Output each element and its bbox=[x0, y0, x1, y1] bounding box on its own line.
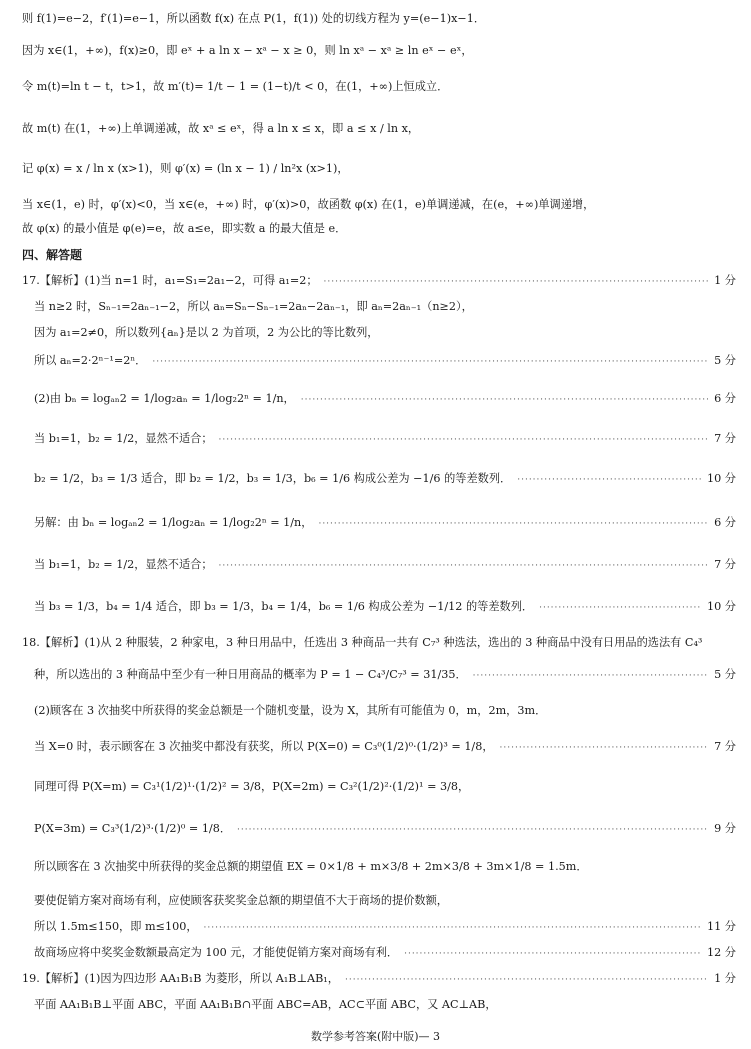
score-marker: 1 分 bbox=[714, 972, 736, 985]
score-marker: 6 分 bbox=[714, 516, 736, 529]
line-text: 平面 AA₁B₁B⊥平面 ABC，平面 AA₁B₁B∩平面 ABC=AB，AC⊂平面 ABC，又 AC⊥AB， bbox=[34, 998, 497, 1011]
solution-line bbox=[34, 324, 736, 340]
line-text: 当 X=0 时，表示顾客在 3 次抽奖中都没有获奖，所以 P(X=0) = C₃⁰(1/2)⁰·(1/2)³ = 1/8， bbox=[34, 740, 494, 753]
line-text: 当 b₁=1，b₂ = 1/2，显然不适合； bbox=[34, 558, 213, 571]
score-marker: 5 分 bbox=[714, 668, 736, 681]
score-marker: 9 分 bbox=[714, 822, 736, 835]
dot-leader bbox=[152, 357, 708, 367]
score-marker: 1 分 bbox=[714, 274, 736, 287]
score-marker: 7 分 bbox=[714, 432, 736, 445]
dot-leader bbox=[219, 435, 709, 445]
line-text: 令 m(t)=ln t − t，t>1，故 m′(t)= 1/t − 1 = (1−t)/t < 0，在(1，+∞)上恒成立． bbox=[22, 80, 449, 93]
solution-line bbox=[34, 996, 736, 1012]
score-marker: 10 分 bbox=[707, 472, 736, 485]
dot-leader bbox=[404, 949, 701, 959]
score-marker: 12 分 bbox=[707, 946, 736, 959]
dot-leader bbox=[324, 277, 709, 287]
solution-line bbox=[34, 470, 736, 486]
solution-line bbox=[34, 778, 736, 794]
solution-line bbox=[22, 42, 736, 58]
score-marker: 7 分 bbox=[714, 558, 736, 571]
line-text: 当 b₁=1，b₂ = 1/2，显然不适合； bbox=[34, 432, 213, 445]
dot-leader bbox=[301, 395, 708, 405]
solution-line bbox=[22, 220, 736, 236]
line-text: 当 x∈(1，e) 时，φ′(x)<0，当 x∈(e，+∞) 时，φ′(x)>0，故函数 φ(x) 在(1，e)单调递减，在(e，+∞)单调递增， bbox=[22, 198, 595, 211]
line-text: 当 b₃ = 1/3，b₄ = 1/4 适合，即 b₃ = 1/3，b₄ = 1/4，b₆ = 1/6 构成公差为 −1/12 的等差数列． bbox=[34, 600, 534, 613]
solution-line bbox=[34, 944, 736, 960]
line-text: 所以 1.5m≤150，即 m≤100， bbox=[34, 920, 198, 933]
solution-line bbox=[34, 738, 736, 754]
line-text: 因为 a₁=2≠0，所以数列{aₙ}是以 2 为首项，2 为公比的等比数列， bbox=[34, 326, 379, 339]
line-text: 所以 aₙ=2·2ⁿ⁻¹=2ⁿ． bbox=[34, 354, 147, 367]
line-text: 则 f(1)=e−2，f′(1)=e−1，所以函数 f(x) 在点 P(1，f(1)) 处的切线方程为 y=(e−1)x−1． bbox=[22, 12, 486, 25]
dot-leader bbox=[237, 825, 708, 835]
line-text: 18.【解析】(1)从 2 种服装，2 种家电，3 种日用品中，任选出 3 种商品一共有 C₇³ 种选法，选出的 3 种商品中没有日用品的选法有 C₄³ bbox=[22, 636, 703, 649]
dot-leader bbox=[500, 743, 709, 753]
line-text: 19.【解析】(1)因为四边形 AA₁B₁B 为菱形，所以 A₁B⊥AB₁， bbox=[22, 972, 339, 985]
dot-leader bbox=[345, 975, 708, 985]
line-text: 17.【解析】(1)当 n=1 时，a₁=S₁=2a₁−2，可得 a₁=2； bbox=[22, 274, 318, 287]
line-text: 故商场应将中奖奖金数额最高定为 100 元，才能使促销方案对商场有利． bbox=[34, 946, 399, 959]
dot-leader bbox=[517, 475, 701, 485]
solution-line bbox=[22, 160, 736, 176]
dot-leader bbox=[539, 603, 701, 613]
solution-line bbox=[34, 430, 736, 446]
line-text: 记 φ(x) = x / ln x (x>1)，则 φ′(x) = (ln x − 1) / ln²x (x>1)， bbox=[22, 162, 349, 175]
line-text: 故 φ(x) 的最小值是 φ(e)=e，故 a≤e，即实数 a 的最大值是 e． bbox=[22, 222, 347, 235]
dot-leader bbox=[318, 519, 708, 529]
line-text: b₂ = 1/2，b₃ = 1/3 适合，即 b₂ = 1/2，b₃ = 1/3，b₆ = 1/6 构成公差为 −1/6 的等差数列． bbox=[34, 472, 512, 485]
solution-line bbox=[34, 556, 736, 572]
score-marker: 7 分 bbox=[714, 740, 736, 753]
line-text: 故 m(t) 在(1，+∞)上单调递减，故 xᵃ ≤ eˣ，得 a ln x ≤ x，即 a ≤ x / ln x， bbox=[22, 122, 420, 135]
solution-line bbox=[22, 634, 736, 650]
score-marker: 6 分 bbox=[714, 392, 736, 405]
solution-line bbox=[34, 918, 736, 934]
solution-line bbox=[34, 514, 736, 530]
dot-leader bbox=[204, 923, 702, 933]
solution-line bbox=[22, 196, 736, 212]
solution-line bbox=[34, 858, 736, 874]
solution-line bbox=[22, 78, 736, 94]
dot-leader bbox=[473, 671, 708, 681]
solution-line bbox=[34, 892, 736, 908]
line-text: 另解：由 bₙ = logₐₙ2 = 1/log₂aₙ = 1/log₂2ⁿ = 1/n， bbox=[34, 516, 313, 529]
line-text: 所以顾客在 3 次抽奖中所获得的奖金总额的期望值 EX = 0×1/8 + m×3/8 + 2m×3/8 + 3m×1/8 = 1.5m． bbox=[34, 860, 588, 873]
solution-line bbox=[34, 390, 736, 406]
solution-line bbox=[22, 246, 736, 263]
page-footer: 数学参考答案(附中版)— 3 bbox=[310, 1030, 441, 1043]
line-text: 要使促销方案对商场有利，应使顾客获奖奖金总额的期望值不大于商场的提价数额， bbox=[34, 894, 448, 907]
solution-line bbox=[22, 970, 736, 986]
line-text: (2)由 bₙ = logₐₙ2 = 1/log₂aₙ = 1/log₂2ⁿ = 1/n， bbox=[34, 392, 295, 405]
line-text: 四、解答题 bbox=[22, 248, 83, 262]
solution-line bbox=[34, 298, 736, 314]
line-text: P(X=3m) = C₃³(1/2)³·(1/2)⁰ = 1/8． bbox=[34, 822, 232, 835]
score-marker: 5 分 bbox=[714, 354, 736, 367]
line-text: (2)顾客在 3 次抽奖中所获得的奖金总额是一个随机变量，设为 X，其所有可能值为 0，m，2m，3m． bbox=[34, 704, 547, 717]
line-text: 同理可得 P(X=m) = C₃¹(1/2)¹·(1/2)² = 3/8，P(X=2m) = C₃²(1/2)²·(1/2)¹ = 3/8， bbox=[34, 780, 470, 793]
solution-line bbox=[34, 352, 736, 368]
solution-line bbox=[34, 598, 736, 614]
solution-line bbox=[34, 666, 736, 682]
solution-line bbox=[34, 702, 736, 718]
solution-line bbox=[34, 820, 736, 836]
solution-line bbox=[22, 120, 736, 136]
solution-line bbox=[22, 272, 736, 288]
dot-leader bbox=[219, 561, 709, 571]
score-marker: 10 分 bbox=[707, 600, 736, 613]
score-marker: 11 分 bbox=[707, 920, 736, 933]
line-text: 因为 x∈(1，+∞)，f(x)≥0，即 eˣ + a ln x − xᵃ − x ≥ 0，则 ln xᵃ − xᵃ ≥ ln eˣ − eˣ， bbox=[22, 44, 473, 57]
line-text: 当 n≥2 时，Sₙ₋₁=2aₙ₋₁−2，所以 aₙ=Sₙ−Sₙ₋₁=2aₙ−2aₙ₋₁，即 aₙ=2aₙ₋₁（n≥2）， bbox=[34, 300, 473, 313]
solution-line bbox=[22, 10, 736, 26]
line-text: 种，所以选出的 3 种商品中至少有一种日用商品的概率为 P = 1 − C₄³/C₇³ = 31/35． bbox=[34, 668, 467, 681]
